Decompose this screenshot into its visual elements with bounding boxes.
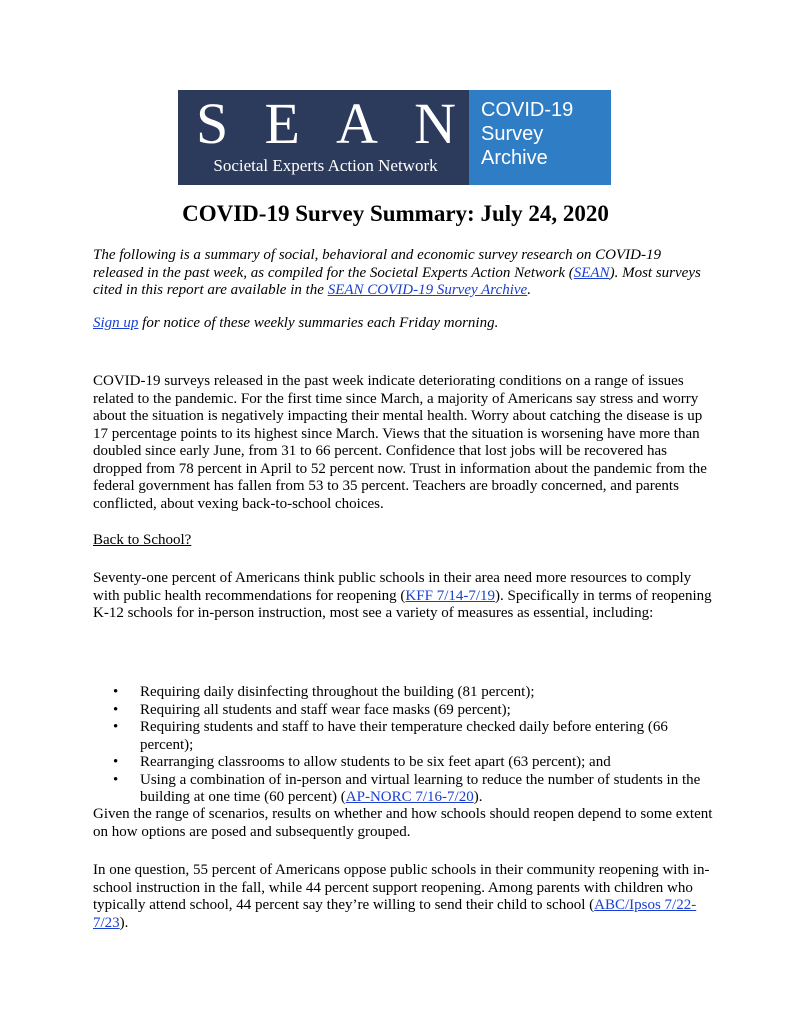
bullet-icon: • bbox=[113, 684, 119, 700]
logo-letter: N bbox=[414, 91, 456, 156]
school-text: Seventy-one percent of Americans think public schools in their area need more resources to comply with public health recommendations for reopening ( bbox=[93, 570, 692, 604]
scenarios-paragraph: Given the range of scenarios, results on whether and how schools should reopen depend to some extent on how options are posed and subsequently grouped. bbox=[93, 806, 713, 840]
list-item bbox=[93, 702, 713, 720]
list-item bbox=[93, 772, 713, 807]
page-title: COVID-19 Survey Summary: July 24, 2020 bbox=[182, 201, 609, 226]
list-item-text: Requiring students and staff to have their temperature checked daily before entering (66 percent); bbox=[140, 719, 668, 753]
list-item-text: Requiring daily disinfecting throughout the building (81 percent); bbox=[140, 684, 535, 700]
list-item bbox=[93, 754, 713, 772]
list-item-text: Requiring all students and staff wear face masks (69 percent); bbox=[140, 701, 511, 718]
summary-paragraph: COVID-19 surveys released in the past week indicate deteriorating conditions on a range of issues related to the pandemic. For the first time since March, a majority of Americans say stress and worry about the situation is negatively impacting their mental health. Worry about catching the disease is up 17 percentage points to its highest since March. Views that the situation is worsening have more than doubled since early June, from 31 to 66 percent. Confidence that lost jobs will be recovered has dropped from 78 percent in April to 52 percent now. Trust in information about the pandemic from the federal government has fallen from 53 to 35 percent. Teachers are broadly concerned, and parents conflicted, about vexing back-to-school choices. bbox=[93, 373, 707, 512]
bullet-icon: • bbox=[113, 701, 119, 718]
logo-letter: S bbox=[196, 91, 229, 156]
list-item-text: Rearranging classrooms to allow students to be six feet apart (63 percent); and bbox=[140, 754, 611, 770]
intro-paragraph bbox=[93, 247, 713, 300]
list-item-text: ). bbox=[473, 789, 483, 805]
bullet-icon: • bbox=[113, 771, 119, 788]
sean-logo-letters bbox=[196, 91, 456, 156]
archive-line: COVID-19 bbox=[481, 99, 574, 121]
measures-list bbox=[93, 684, 713, 807]
survey-archive-badge bbox=[469, 90, 611, 185]
signup-text: for notice of these weekly summaries each Friday morning. bbox=[138, 315, 499, 331]
kff-link[interactable]: KFF 7/14-7/19 bbox=[405, 587, 496, 604]
list-item-text: Using a combination of in-person and virtual learning to reduce the number of students in the building at one time (60 percent) ( bbox=[140, 771, 701, 805]
ap-norc-link[interactable]: AP-NORC 7/16-7/20 bbox=[345, 789, 474, 805]
archive-line: Archive bbox=[481, 147, 548, 169]
signup-link[interactable]: Sign up bbox=[93, 315, 139, 331]
logo-letter: A bbox=[336, 91, 378, 156]
question-text: In one question, 55 percent of Americans oppose public schools in their community reopening with in-school instruction in the fall, while 44 percent support reopening. Among parents with children who typically attend school, 44 percent say they’re willing to send their child to school ( bbox=[93, 862, 710, 913]
intro-text: ). Most surveys cited in this report are available in the bbox=[93, 264, 701, 298]
archive-line: Survey bbox=[481, 123, 544, 145]
school-text: ). Specifically in terms of reopening K-12 schools for in-person instruction, most see a variety of measures as essential, including: bbox=[93, 587, 712, 621]
sean-link[interactable]: SEAN bbox=[573, 264, 610, 281]
intro-text: . bbox=[527, 282, 531, 298]
logo-letter: E bbox=[264, 91, 300, 156]
question-text: ). bbox=[119, 914, 129, 931]
bullet-icon: • bbox=[113, 754, 119, 770]
intro-text: The following is a summary of social, behavioral and economic survey research on COVID-19 released in the past week, as compiled for the Societal Experts Action Network ( bbox=[93, 247, 661, 281]
sean-logo bbox=[178, 90, 469, 185]
section-heading bbox=[93, 532, 713, 550]
sean-logo-subtitle: Societal Experts Action Network bbox=[213, 156, 438, 175]
section-heading-text: Back to School? bbox=[93, 532, 192, 548]
school-paragraph bbox=[93, 570, 713, 623]
sean-banner bbox=[178, 90, 611, 185]
abc-ipsos-link[interactable]: ABC/Ipsos 7/22-7/23 bbox=[93, 897, 697, 931]
question-paragraph bbox=[93, 862, 713, 932]
list-item bbox=[93, 719, 713, 754]
signup-paragraph bbox=[93, 315, 713, 333]
survey-archive-link[interactable]: SEAN COVID-19 Survey Archive bbox=[327, 282, 528, 298]
list-item bbox=[93, 684, 713, 702]
bullet-icon: • bbox=[113, 719, 119, 735]
